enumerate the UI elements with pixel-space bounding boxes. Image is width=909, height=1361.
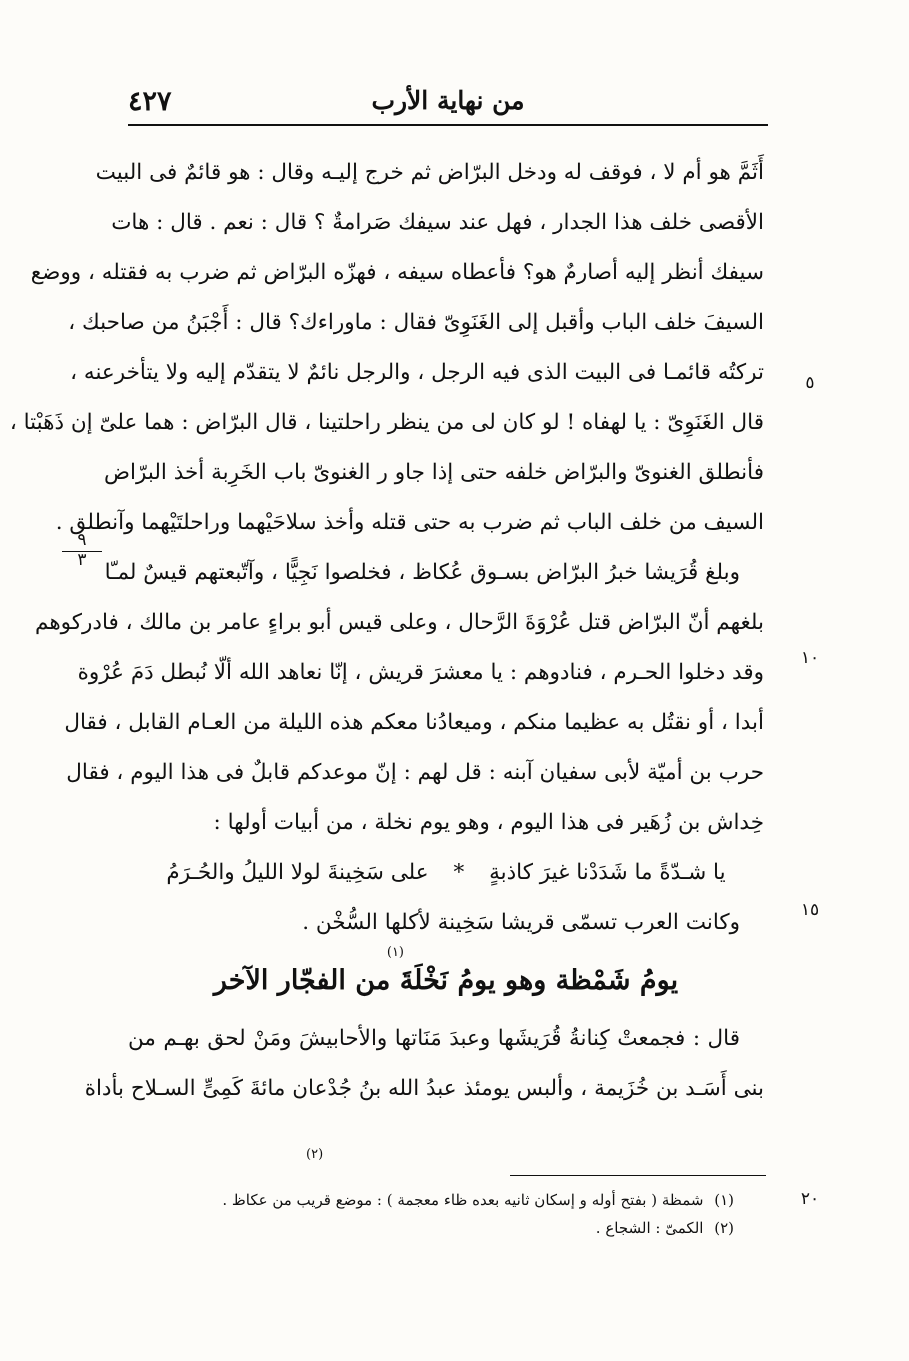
text-line: فأنطلق الغنوىّ والبرّاض خلفه حتى إذا جاو ر الغنوىّ باب الخَرِبة أخذ البرّاض (104, 460, 764, 485)
text-line: بنى أَسَـد بن خُزَيمة ، وألبس يومئذ عبدُ الله بنُ جُدْعان مائةَ كَمِىٍّ السـلاح بأداة (84, 1076, 764, 1101)
page-header (128, 82, 768, 122)
footnote (200, 1214, 734, 1242)
text-line: الأقصى خلف هذا الجدار ، فهل عند سيفك صَرامةٌ ؟ قال : نعم . قال : هات (111, 210, 764, 235)
section-heading (128, 945, 764, 1014)
main-text (9, 148, 764, 1162)
text-line: تركتُه قائمـا فى البيت الذى فيه الرجل ، والرجل نائمٌ لا يتقدّم إليه ولا يتأخرعنه ، (70, 360, 764, 385)
footnote-rule (510, 1175, 766, 1176)
footnote-marker: (٢) (306, 1147, 324, 1162)
running-title: من نهاية الأرب (371, 86, 525, 115)
text-line: خِداش بن زُهَير فى هذا اليوم ، وهو يوم نخلة ، من أبيات أولها : (213, 810, 764, 835)
text-line: وقد دخلوا الحـرم ، فنادوهم : يا معشرَ قريش ، إنّا نعاهد الله ألّا نُبطل دَمَ عُرْوة (77, 660, 764, 685)
footnotes (200, 1186, 734, 1242)
margin-ref-top: ٩ (62, 532, 102, 552)
text-line: سيفك أنظر إليه أصارمٌ هو؟ فأعطاه سيفه ، فهزّه البرّاض ثم ضرب به فقتله ، ووضع (30, 260, 764, 285)
text-line: وكانت العرب تسمّى قريشا سَخِينة لأكلها السُّخْن . (302, 910, 740, 935)
footnote-ref: (٢) (714, 1219, 734, 1237)
text-line: قال : فجمعتْ كِنانةُ قُرَيشَها وعبدَ مَنَاتها والأحابيشَ ومَنْ لحق بهـم من (128, 1026, 740, 1051)
page-number: ٤٢٧ (128, 86, 172, 117)
verse-separator: * (453, 860, 465, 885)
text-line: وبلغ قُرَيشا خبرُ البرّاض بسـوق عُكاظ ، فخلصوا نَجِيًّا ، وآتّبعتهم قيسٌ لمـّا (104, 560, 740, 585)
verse-line (128, 848, 764, 898)
verse-hemistich-right: يا شـدّةً ما شَدَدْنا غيرَ كاذبةٍ (489, 860, 726, 885)
header-rule (128, 124, 768, 126)
text-line: بلغهم أنّ البرّاض قتل عُرْوَةَ الرَّحال ، وعلى قيس أبو براءٍ عامر بن مالك ، فادركوهم (35, 610, 764, 635)
text-line: السيفَ خلف الباب وأقبل إلى الغَنَوِىّ فقال : ماوراءك؟ قال : أَجْبَنُ من صاحبك ، (68, 310, 764, 335)
footnote-text: شمظة ( بفتح أوله و إسكان ثانيه بعده ظاء معجمة ) : موضع قريب من عكاظ . (222, 1191, 704, 1209)
footnote-text: الكمىّ : الشجاع . (595, 1219, 704, 1237)
line-number: ١٠ (800, 648, 820, 668)
line-number: ٥ (805, 373, 815, 393)
text-line: قال الغَنَوِىّ : يا لهفاه ! لو كان لى من ينظر راحلتينا ، قال البرّاض : هما علىّ إن ذَهَبْتا ، (9, 410, 764, 435)
footnote (200, 1186, 734, 1214)
verse-hemistich-left: على سَخِينةَ لولا الليلُ والحُـرَمُ (166, 860, 429, 885)
text-line: حرب بن أميّة لأبى سفيان آبنه : قل لهم : إنّ موعدكم قابلٌ فى هذا اليوم ، فقال (66, 760, 764, 785)
footnote-marker: (١) (386, 945, 404, 960)
margin-ref-bottom: ٣ (77, 550, 87, 570)
footnote-ref: (١) (714, 1191, 734, 1209)
text-line: السيف من خلف الباب ثم ضرب به حتى قتله وأخذ سلاحَيْهما وراحلتَيْهما وآنطلق . (55, 510, 764, 535)
line-number: ٢٠ (800, 1189, 820, 1209)
text-line: أبدا ، أو نقتُل به عظيما منكم ، وميعادُنا معكم هذه الليلة من العـام القابل ، فقال (64, 710, 764, 735)
section-heading-text: يومُ شَمْظة وهو يومُ نَخْلَةَ من الفجّار الآخر (213, 965, 679, 996)
line-number: ١٥ (800, 900, 820, 920)
text-line: أَثَمَّ هو أم لا ، فوقف له ودخل البرّاض ثم خرج إليـه وقال : هو قائمٌ فى البيت (95, 160, 764, 185)
margin-page-reference (62, 532, 102, 569)
